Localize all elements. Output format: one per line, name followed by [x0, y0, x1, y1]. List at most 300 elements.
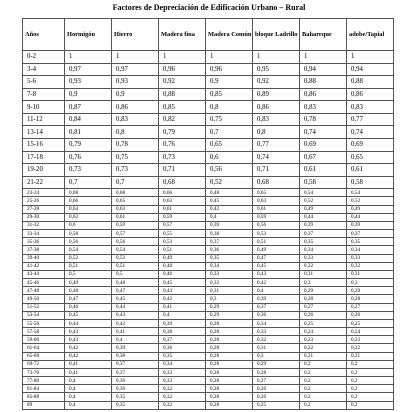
factor-cell: 0,2: [300, 401, 347, 409]
factor-cell: 0,6: [206, 151, 253, 164]
factor-cell: 1: [206, 51, 253, 64]
factor-cell: 0,53: [159, 238, 206, 246]
year-range-cell: 21-22: [23, 176, 65, 189]
factor-cell: 0,3: [253, 352, 300, 360]
factor-cell: 0,88: [300, 76, 347, 89]
factor-cell: 0,27: [253, 377, 300, 385]
factor-cell: 0,54: [112, 246, 159, 254]
year-range-cell: 0-2: [23, 51, 65, 64]
factor-cell: 0,32: [206, 279, 253, 287]
factor-cell: 0,63: [159, 197, 206, 205]
factor-cell: 0,53: [253, 230, 300, 238]
factor-cell: 0,42: [206, 205, 253, 213]
factor-cell: 0,36: [253, 311, 300, 319]
factor-cell: 0,29: [253, 360, 300, 368]
factor-cell: 0,8: [206, 101, 253, 114]
factor-cell: 0,28: [253, 368, 300, 376]
header-madera-comun: Madera Común: [206, 19, 253, 51]
factor-cell: 0,68: [112, 189, 159, 197]
factor-cell: 0,73: [112, 164, 159, 177]
factor-cell: 0,2: [300, 377, 347, 385]
factor-cell: 0,7: [112, 176, 159, 189]
factor-cell: 0,25: [347, 319, 394, 327]
factor-cell: 0,52: [206, 176, 253, 189]
year-range-cell: 5-6: [23, 76, 65, 89]
factor-cell: 0,83: [253, 113, 300, 126]
factor-cell: 0,48: [65, 287, 112, 295]
year-range-cell: 47-48: [23, 287, 65, 295]
factor-cell: 0,43: [159, 287, 206, 295]
factor-cell: 0,51: [159, 246, 206, 254]
factor-cell: 0,33: [300, 254, 347, 262]
table-row: [23, 138, 394, 151]
factor-cell: 0,77: [347, 113, 394, 126]
factor-cell: 0,59: [253, 213, 300, 221]
year-range-cell: 51-52: [23, 303, 65, 311]
factor-cell: 0,3: [300, 279, 347, 287]
factor-cell: 0,32: [300, 262, 347, 270]
factor-cell: 0,74: [347, 126, 394, 139]
factor-cell: 0,65: [253, 189, 300, 197]
table-row: [23, 151, 394, 164]
factor-cell: 0,37: [112, 360, 159, 368]
factor-cell: 0,43: [112, 311, 159, 319]
table-row: [23, 270, 394, 278]
table-row: [23, 76, 394, 89]
factor-cell: 0,57: [159, 221, 206, 229]
table-row: [23, 88, 394, 101]
factor-cell: 1: [300, 51, 347, 64]
factor-cell: 0,42: [253, 279, 300, 287]
factor-cell: 0,89: [253, 88, 300, 101]
factor-cell: 0,2: [347, 393, 394, 401]
factor-cell: 0,49: [159, 254, 206, 262]
factor-cell: 0,6: [65, 221, 112, 229]
factor-cell: 0,47: [65, 295, 112, 303]
factor-cell: 1: [253, 51, 300, 64]
factor-cell: 0,57: [112, 230, 159, 238]
factor-cell: 0,38: [112, 352, 159, 360]
factor-cell: 0,78: [300, 113, 347, 126]
table-row: [23, 230, 394, 238]
table-title: Factores de Depreciación de Edificación Urbano – Rural: [112, 3, 306, 12]
factor-cell: 0,83: [300, 101, 347, 114]
table-row: [23, 164, 394, 177]
factor-cell: 0,92: [253, 76, 300, 89]
factor-cell: 0,53: [112, 254, 159, 262]
factor-cell: 0,78: [112, 138, 159, 151]
factor-cell: 0,83: [112, 113, 159, 126]
factor-cell: 0,2: [347, 401, 394, 409]
factor-cell: 0,32: [347, 262, 394, 270]
year-range-cell: 11-12: [23, 113, 65, 126]
factor-cell: 0,45: [253, 262, 300, 270]
factor-cell: 0,46: [65, 303, 112, 311]
factor-cell: 0,5: [65, 270, 112, 278]
factor-cell: 0,36: [159, 344, 206, 352]
factor-cell: 0,74: [300, 126, 347, 139]
factor-cell: 0,48: [159, 262, 206, 270]
year-range-cell: 49-50: [23, 295, 65, 303]
factor-cell: 0,62: [65, 213, 112, 221]
table-row: [23, 279, 394, 287]
factor-cell: 0,24: [347, 328, 394, 336]
factor-cell: 0,47: [253, 254, 300, 262]
factor-cell: 0,61: [112, 213, 159, 221]
factor-cell: 0,2: [300, 368, 347, 376]
factor-cell: 0,51: [112, 262, 159, 270]
year-range-cell: 39-40: [23, 254, 65, 262]
factor-cell: 0,93: [112, 76, 159, 89]
factor-cell: 0,68: [159, 176, 206, 189]
factor-cell: 0,35: [206, 254, 253, 262]
factor-cell: 0,59: [159, 213, 206, 221]
factor-cell: 0,51: [253, 238, 300, 246]
factor-cell: 0,7: [65, 176, 112, 189]
factor-cell: 0,75: [206, 113, 253, 126]
header-hierro: Hierro: [112, 19, 159, 51]
factor-cell: 0,41: [112, 328, 159, 336]
table-row: [23, 262, 394, 270]
factor-cell: 0,39: [159, 319, 206, 327]
factor-cell: 0,52: [65, 254, 112, 262]
factor-cell: 0,31: [300, 270, 347, 278]
factor-cell: 0,35: [347, 238, 394, 246]
factor-cell: 0,28: [206, 377, 253, 385]
year-range-cell: 53-54: [23, 311, 65, 319]
factor-cell: 0,3: [347, 279, 394, 287]
factor-cell: 0,29: [206, 303, 253, 311]
table-row: [23, 287, 394, 295]
factor-cell: 0,49: [300, 205, 347, 213]
factor-cell: 0,46: [159, 270, 206, 278]
factor-cell: 0,28: [206, 319, 253, 327]
factor-cell: 0,95: [253, 63, 300, 76]
table-row: [23, 63, 394, 76]
table-row: [23, 113, 394, 126]
factor-cell: 0,64: [65, 205, 112, 213]
factor-cell: 0,88: [347, 76, 394, 89]
table-row: [23, 336, 394, 344]
factor-cell: 0,43: [253, 270, 300, 278]
header-row: [23, 19, 394, 51]
factor-cell: 0,44: [65, 319, 112, 327]
factor-cell: 0,76: [159, 138, 206, 151]
year-range-cell: 45-46: [23, 279, 65, 287]
factor-cell: 0,28: [206, 352, 253, 360]
factor-cell: 0,45: [159, 279, 206, 287]
factor-cell: 0,8: [253, 126, 300, 139]
year-range-cell: 13-14: [23, 126, 65, 139]
factor-cell: 0,83: [347, 101, 394, 114]
factor-cell: 0,4: [253, 287, 300, 295]
factor-cell: 0,35: [159, 352, 206, 360]
factor-cell: 0,42: [159, 295, 206, 303]
factor-cell: 0,37: [206, 238, 253, 246]
factor-cell: 0,28: [206, 368, 253, 376]
factor-cell: 0,68: [253, 176, 300, 189]
factor-cell: 0,28: [206, 385, 253, 393]
table-row: [23, 368, 394, 376]
factor-cell: 0,56: [206, 164, 253, 177]
year-range-cell: 73-76: [23, 368, 65, 376]
factor-cell: 0,51: [65, 262, 112, 270]
factor-cell: 0,54: [65, 246, 112, 254]
year-range-cell: 3-4: [23, 63, 65, 76]
table-row: [23, 197, 394, 205]
table-row: [23, 51, 394, 64]
table-row: [23, 360, 394, 368]
year-range-cell: 37-38: [23, 246, 65, 254]
factor-cell: 0,2: [300, 360, 347, 368]
factor-cell: 0,58: [300, 176, 347, 189]
factor-cell: 0,36: [112, 385, 159, 393]
year-range-cell: 61-64: [23, 344, 65, 352]
factor-cell: 0,32: [159, 401, 206, 409]
factor-cell: 0,4: [65, 377, 112, 385]
header-hormigon: Hormigón: [65, 19, 112, 51]
factor-cell: 0,45: [112, 295, 159, 303]
factor-cell: 0,29: [300, 287, 347, 295]
year-range-cell: 23-24: [23, 189, 65, 197]
table-row: [23, 303, 394, 311]
factor-cell: 0,28: [206, 336, 253, 344]
table-row: [23, 393, 394, 401]
factor-cell: 0,32: [159, 385, 206, 393]
year-range-cell: 81-84: [23, 385, 65, 393]
factor-cell: 0,34: [206, 262, 253, 270]
factor-cell: 0,4: [65, 385, 112, 393]
factor-cell: 0,4: [65, 401, 112, 409]
factor-cell: 0,75: [112, 151, 159, 164]
factor-cell: 0,61: [347, 164, 394, 177]
year-range-cell: 41-42: [23, 262, 65, 270]
factor-cell: 0,26: [347, 311, 394, 319]
factor-cell: 0,25: [300, 319, 347, 327]
factor-cell: 0,27: [300, 303, 347, 311]
factor-cell: 0,42: [112, 319, 159, 327]
table-row: [23, 221, 394, 229]
factor-cell: 0,44: [300, 213, 347, 221]
factor-cell: 0,43: [65, 336, 112, 344]
factor-cell: 0,44: [112, 303, 159, 311]
factor-cell: 0,23: [300, 336, 347, 344]
factor-cell: 0,56: [253, 221, 300, 229]
factor-cell: 0,55: [159, 230, 206, 238]
table-row: [23, 101, 394, 114]
factor-cell: 1: [112, 51, 159, 64]
factor-cell: 0,94: [347, 63, 394, 76]
factor-cell: 0,22: [347, 344, 394, 352]
factor-cell: 0,54: [347, 189, 394, 197]
factor-cell: 0,87: [65, 101, 112, 114]
factor-cell: 0,74: [253, 151, 300, 164]
factor-cell: 0,49: [65, 279, 112, 287]
table-row: [23, 254, 394, 262]
factor-cell: 0,26: [253, 385, 300, 393]
factor-cell: 0,38: [206, 230, 253, 238]
factor-cell: 0,93: [65, 76, 112, 89]
factor-cell: 0,4: [65, 393, 112, 401]
year-range-cell: 25-26: [23, 197, 65, 205]
factor-cell: 0,59: [112, 221, 159, 229]
factor-cell: 0,21: [347, 352, 394, 360]
factor-cell: 0,84: [65, 113, 112, 126]
factor-cell: 0,86: [112, 101, 159, 114]
year-range-cell: 33-34: [23, 230, 65, 238]
factor-cell: 0,71: [253, 164, 300, 177]
factor-cell: 0,44: [347, 213, 394, 221]
factor-cell: 0,69: [300, 138, 347, 151]
factor-cell: 0,31: [347, 270, 394, 278]
factor-cell: 0,47: [112, 287, 159, 295]
table-row: [23, 328, 394, 336]
factor-cell: 0,94: [300, 63, 347, 76]
factor-cell: 0,28: [347, 295, 394, 303]
factor-cell: 0,97: [65, 63, 112, 76]
factor-cell: 0,39: [253, 295, 300, 303]
factor-cell: 0,29: [347, 287, 394, 295]
year-range-cell: 9-10: [23, 101, 65, 114]
factor-cell: 0,61: [300, 164, 347, 177]
year-range-cell: 55-56: [23, 319, 65, 327]
factor-cell: 0,85: [159, 101, 206, 114]
factor-cell: 0,34: [347, 246, 394, 254]
factor-cell: 0,63: [112, 205, 159, 213]
factor-cell: 0,58: [65, 230, 112, 238]
factor-cell: 0,39: [347, 221, 394, 229]
factor-cell: 0,81: [65, 126, 112, 139]
year-range-cell: 43-44: [23, 270, 65, 278]
table-row: [23, 246, 394, 254]
factor-cell: 0,67: [300, 151, 347, 164]
factor-cell: 0,65: [347, 151, 394, 164]
factor-cell: 0,77: [253, 138, 300, 151]
factor-cell: 0,5: [112, 270, 159, 278]
factor-cell: 0,73: [159, 151, 206, 164]
factor-cell: 0,66: [159, 189, 206, 197]
factor-cell: 0,4: [159, 311, 206, 319]
year-range-cell: 69-72: [23, 360, 65, 368]
factor-cell: 0,65: [112, 197, 159, 205]
factor-cell: 0,31: [253, 344, 300, 352]
factor-cell: 0,61: [253, 205, 300, 213]
factor-cell: 0,37: [300, 230, 347, 238]
table-row: [23, 213, 394, 221]
factor-cell: 0,97: [112, 63, 159, 76]
factor-cell: 0,65: [206, 138, 253, 151]
factor-cell: 0,58: [347, 176, 394, 189]
factor-cell: 0,29: [206, 311, 253, 319]
factor-cell: 0,42: [65, 352, 112, 360]
factor-cell: 0,56: [112, 238, 159, 246]
factor-cell: 0,96: [159, 63, 206, 76]
year-range-cell: 89: [23, 401, 65, 409]
factor-cell: 0,86: [300, 88, 347, 101]
factor-cell: 0,85: [206, 88, 253, 101]
table-row: [23, 189, 394, 197]
header-bloque-ladrillo: bloque Ladrillo: [253, 19, 300, 51]
factor-cell: 0,63: [253, 197, 300, 205]
factor-cell: 0,39: [112, 344, 159, 352]
factor-cell: 0,66: [65, 197, 112, 205]
factor-cell: 0,34: [159, 360, 206, 368]
factor-cell: 0,86: [347, 88, 394, 101]
factor-cell: 0,9: [112, 88, 159, 101]
factor-cell: 0,96: [206, 63, 253, 76]
table-row: [23, 176, 394, 189]
factor-cell: 0,52: [300, 197, 347, 205]
factor-cell: 0,25: [253, 401, 300, 409]
factor-cell: 0,41: [159, 303, 206, 311]
factor-cell: 0,33: [347, 254, 394, 262]
factor-cell: 0,33: [159, 377, 206, 385]
factor-cell: 0,73: [65, 164, 112, 177]
factor-cell: 0,49: [253, 246, 300, 254]
table-row: [23, 205, 394, 213]
factor-cell: 0,76: [65, 151, 112, 164]
depreciation-table: [22, 18, 394, 410]
header-adobe-tapial: adobe/Tapial: [347, 19, 394, 51]
factor-cell: 0,48: [206, 189, 253, 197]
table-row: [23, 377, 394, 385]
year-range-cell: 27-28: [23, 205, 65, 213]
year-range-cell: 7-8: [23, 88, 65, 101]
factor-cell: 0,43: [65, 328, 112, 336]
factor-cell: 1: [159, 51, 206, 64]
factor-cell: 0,56: [65, 238, 112, 246]
factor-cell: 0,2: [347, 368, 394, 376]
factor-cell: 0,4: [206, 213, 253, 221]
factor-cell: 0,24: [300, 328, 347, 336]
table-row: [23, 126, 394, 139]
factor-cell: 1: [65, 51, 112, 64]
year-range-cell: 15-16: [23, 138, 65, 151]
year-range-cell: 29-30: [23, 213, 65, 221]
factor-cell: 0,4: [112, 336, 159, 344]
factor-cell: 0,32: [253, 336, 300, 344]
factor-cell: 0,45: [65, 311, 112, 319]
factor-cell: 0,92: [159, 76, 206, 89]
factor-cell: 0,41: [65, 368, 112, 376]
factor-cell: 0,86: [253, 101, 300, 114]
factor-cell: 0,22: [300, 344, 347, 352]
factor-cell: 0,2: [347, 385, 394, 393]
factor-cell: 0,34: [300, 246, 347, 254]
factor-cell: 0,79: [65, 138, 112, 151]
factor-cell: 0,2: [300, 393, 347, 401]
factor-cell: 0,36: [206, 246, 253, 254]
factor-cell: 0,38: [159, 328, 206, 336]
factor-cell: 0,35: [300, 238, 347, 246]
factor-cell: 0,26: [300, 311, 347, 319]
header-bahareque: Bahareque: [300, 19, 347, 51]
factor-cell: 0,28: [206, 328, 253, 336]
factor-cell: 0,7: [206, 126, 253, 139]
factor-cell: 0,9: [206, 76, 253, 89]
factor-cell: 0,33: [159, 368, 206, 376]
year-range-cell: 57-58: [23, 328, 65, 336]
factor-cell: 0,45: [206, 197, 253, 205]
year-range-cell: 85-88: [23, 393, 65, 401]
factor-cell: 0,32: [159, 393, 206, 401]
factor-cell: 0,2: [347, 377, 394, 385]
factor-cell: 0,61: [159, 205, 206, 213]
factor-cell: 0,88: [159, 88, 206, 101]
factor-cell: 0,9: [65, 88, 112, 101]
year-range-cell: 65-68: [23, 352, 65, 360]
factor-cell: 0,33: [253, 328, 300, 336]
